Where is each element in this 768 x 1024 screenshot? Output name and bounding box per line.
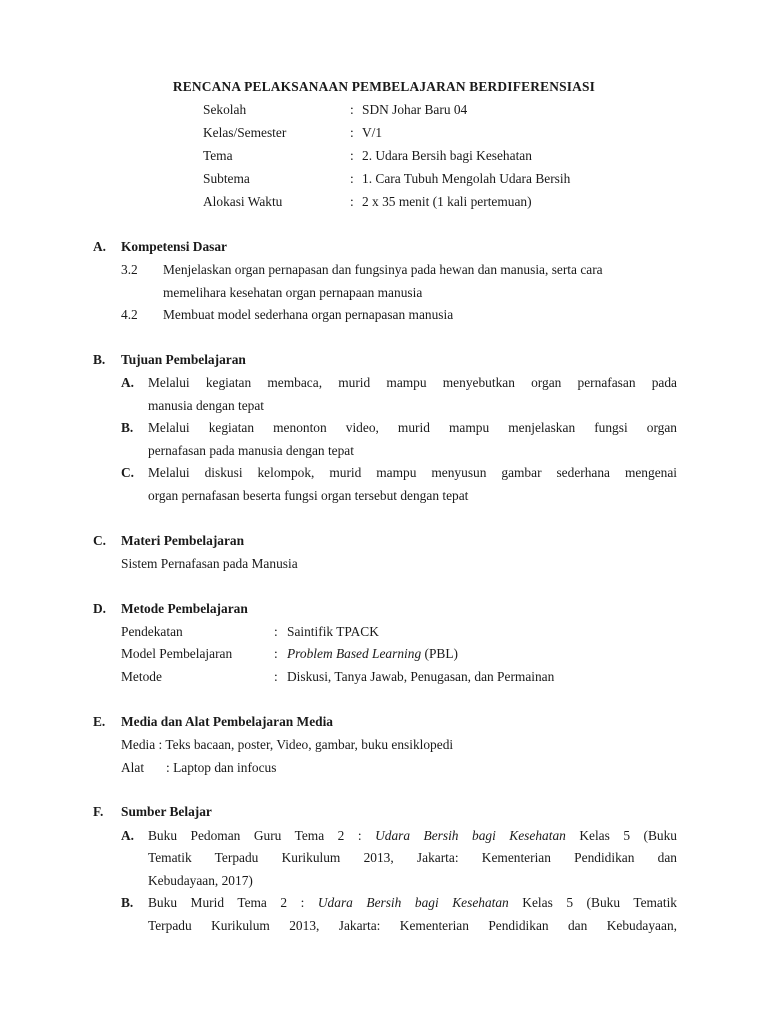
identity-label: Kelas/Semester [203, 125, 287, 140]
source-letter: B. [121, 895, 134, 910]
source-pre: Buku Murid Tema 2 : [148, 895, 318, 910]
objective-text-continuation: manusia dengan tepat [148, 398, 265, 413]
identity-value: V/1 [362, 125, 383, 140]
section-title: Metode Pembelajaran [121, 601, 248, 616]
identity-value: 2 x 35 menit (1 kali pertemuan) [362, 194, 532, 209]
objective-letter: A. [121, 375, 135, 390]
source-post: Kelas 5 (Buku Tematik [508, 895, 678, 910]
kd-text: Membuat model sederhana organ pernapasan manusia [163, 307, 454, 322]
identity-colon: : [350, 148, 354, 163]
method-label: Pendekatan [121, 624, 183, 639]
identity-label: Sekolah [203, 102, 247, 117]
section-title: Kompetensi Dasar [121, 239, 228, 254]
source-pre: Buku Pedoman Guru Tema 2 : [148, 828, 376, 843]
method-colon: : [274, 624, 278, 639]
objective-text-continuation: pernafasan pada manusia dengan tepat [148, 443, 354, 458]
objective-letter: C. [121, 465, 135, 480]
source-text-continuation: Terpadu Kurikulum 2013, Jakarta: Kementerian Pendidikan dan Kebudayaan, [148, 918, 677, 933]
source-post: Kelas 5 (Buku [565, 828, 677, 843]
section-title: Tujuan Pembelajaran [121, 352, 246, 367]
identity-label: Alokasi Waktu [203, 194, 283, 209]
section-letter: D. [93, 601, 107, 616]
source-title-italic: Udara Bersih bagi Kesehatan [375, 828, 566, 843]
section-letter: F. [93, 804, 104, 819]
method-colon: : [274, 646, 278, 661]
alat-value: : Laptop dan infocus [166, 760, 277, 775]
section-letter: A. [93, 239, 107, 254]
media-line: Media : Teks bacaan, poster, Video, gambar, buku ensiklopedi [121, 737, 454, 752]
source-text [148, 892, 677, 915]
method-label: Model Pembelajaran [121, 646, 233, 661]
identity-label: Tema [203, 148, 233, 163]
method-label: Metode [121, 669, 162, 684]
identity-colon: : [350, 102, 354, 117]
identity-colon: : [350, 171, 354, 186]
section-letter: E. [93, 714, 106, 729]
section-title: Materi Pembelajaran [121, 533, 245, 548]
material-text: Sistem Pernafasan pada Manusia [121, 556, 298, 571]
section-letter: C. [93, 533, 107, 548]
source-text-continuation: Tematik Terpadu Kurikulum 2013, Jakarta: Kementerian Pendidikan dan [148, 850, 677, 865]
section-letter: B. [93, 352, 106, 367]
method-value [287, 643, 458, 666]
kd-text-continuation: memelihara kesehatan organ pernapaan manusia [163, 285, 423, 300]
kd-number: 4.2 [121, 307, 138, 322]
objective-text-continuation: organ pernafasan beserta fungsi organ tersebut dengan tepat [148, 488, 469, 503]
objective-letter: B. [121, 420, 134, 435]
section-title: Media dan Alat Pembelajaran Media [121, 714, 334, 729]
document-title: RENCANA PELAKSANAAN PEMBELAJARAN BERDIFERENSIASI [172, 79, 596, 94]
identity-value: SDN Johar Baru 04 [362, 102, 468, 117]
source-title-italic: Udara Bersih bagi Kesehatan [317, 895, 509, 910]
source-text [148, 825, 677, 848]
alat-label: Alat [121, 760, 145, 775]
source-letter: A. [121, 828, 135, 843]
method-value: Diskusi, Tanya Jawab, Penugasan, dan Permainan [287, 669, 555, 684]
method-value-rest: (PBL) [421, 646, 458, 661]
section-title: Sumber Belajar [121, 804, 212, 819]
identity-colon: : [350, 125, 354, 140]
identity-value: 2. Udara Bersih bagi Kesehatan [362, 148, 532, 163]
source-text-continuation: Kebudayaan, 2017) [148, 873, 253, 888]
method-value-italic: Problem Based Learning [287, 646, 422, 661]
identity-value: 1. Cara Tubuh Mengolah Udara Bersih [362, 171, 571, 186]
objective-text: Melalui diskusi kelompok, murid mampu menyusun gambar sederhana mengenai [148, 465, 677, 480]
identity-label: Subtema [203, 171, 250, 186]
objective-text: Melalui kegiatan membaca, murid mampu menyebutkan organ pernafasan pada [148, 375, 677, 390]
kd-number: 3.2 [121, 262, 138, 277]
objective-text: Melalui kegiatan menonton video, murid mampu menjelaskan fungsi organ [148, 420, 677, 435]
method-colon: : [274, 669, 278, 684]
method-value: Saintifik TPACK [287, 624, 379, 639]
identity-colon: : [350, 194, 354, 209]
kd-text: Menjelaskan organ pernapasan dan fungsinya pada hewan dan manusia, serta cara [163, 262, 603, 277]
